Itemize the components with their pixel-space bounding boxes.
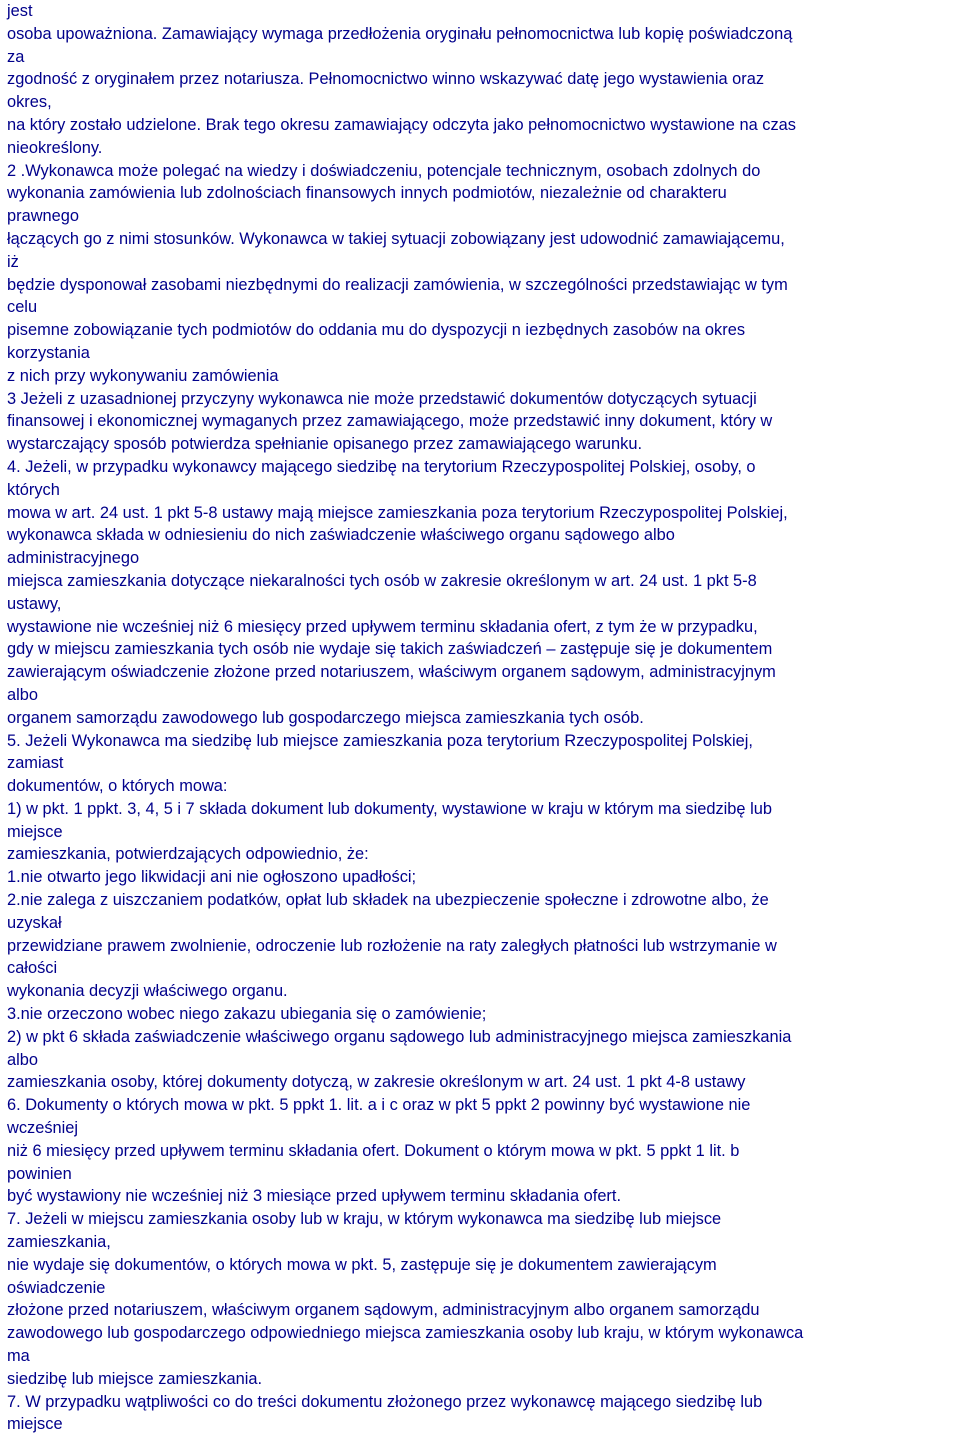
document-line: których [7,480,60,499]
document-line: całości [7,959,58,978]
document-line: przewidziane prawem zwolnienie, odroczenie lub rozłożenie na raty zaległych płatności lub wstrzymanie w [7,936,777,955]
document-line: zamieszkania, potwierdzających odpowiednio, że: [7,845,369,864]
document-line: 2.nie zalega z uiszczaniem podatków, opłat lub składek na ubezpieczenie społeczne i zdrowotne albo, że [7,891,769,910]
document-line: być wystawiony nie wcześniej niż 3 miesiące przed upływem terminu składania ofert. [7,1187,622,1206]
document-line: wystawione nie wcześniej niż 6 miesięcy przed upływem terminu składania ofert, z tym że w przypadku, [7,617,758,636]
document-line: złożone przed notariuszem, właściwym organem sądowym, administracyjnym albo organem samorządu [7,1301,760,1320]
document-line: zamiast [7,754,64,773]
document-line: albo [7,1050,38,1069]
document-line: będzie dysponował zasobami niezbędnymi do realizacji zamówienia, w szczególności przedstawiając w tym [7,275,788,294]
document-line: wykonania decyzji właściwego organu. [7,982,288,1001]
document-line: celu [7,298,38,317]
document-line: ustawy, [7,594,62,613]
document-line: administracyjnego [7,549,140,568]
document-line: wykonania zamówienia lub zdolnościach finansowych innych podmiotów, niezależnie od charakteru [7,184,727,203]
document-line: wystarczający sposób potwierdza spełnianie opisanego przez zamawiającego warunku. [7,435,643,454]
document-line: dokumentów, o których mowa: [7,777,228,796]
document-line: miejsce [7,822,63,841]
document-line: jest [7,2,33,20]
document-line: 4. Jeżeli, w przypadku wykonawcy mającego siedzibę na terytorium Rzeczypospolitej Polskiej, osoby, o [7,457,756,476]
document-line: 2) w pkt 6 składa zaświadczenie właściwego organu sądowego lub administracyjnego miejsca zamieszkania [7,1027,792,1046]
document-line: 1.nie otwarto jego likwidacji ani nie ogłoszono upadłości; [7,868,417,887]
document-line: zawodowego lub gospodarczego odpowiedniego miejsca zamieszkania osoby lub kraju, w którym wykonawca [7,1324,804,1343]
document-line: prawnego [7,207,79,226]
document-line: powinien [7,1164,72,1183]
document-line: za [7,47,25,66]
document-line: ma [7,1347,30,1366]
document-line: okres, [7,93,52,112]
document-line: mowa w art. 24 ust. 1 pkt 5-8 ustawy mają miejsce zamieszkania poza terytorium Rzeczypospolitej Polskiej, [7,503,788,522]
document-line: 7. Jeżeli w miejscu zamieszkania osoby lub w kraju, w którym wykonawca ma siedzibę lub miejsce [7,1210,722,1229]
document-line: nieokreślony. [7,138,103,157]
document-line: uzyskał [7,913,62,932]
document-line: 6. Dokumenty o których mowa w pkt. 5 ppkt 1. lit. a i c oraz w pkt 5 ppkt 2 powinny być wystawione nie [7,1096,751,1115]
document-line: zgodność z oryginałem przez notariusza. Pełnomocnictwo winno wskazywać datę jego wystawienia oraz [7,70,765,89]
document-line: nie wydaje się dokumentów, o których mowa w pkt. 5, zastępuje się je dokumentem zawierającym [7,1255,717,1274]
document-line: albo [7,685,38,704]
document-line: 3.nie orzeczono wobec niego zakazu ubiegania się o zamówienie; [7,1005,487,1024]
document-line: 5. Jeżeli Wykonawca ma siedzibę lub miejsce zamieszkania poza terytorium Rzeczypospolitej Polskiej, [7,731,753,750]
document-line: oświadczenie [7,1278,106,1297]
document-line: zawierającym oświadczenie złożone przed notariuszem, właściwym organem sądowym, administracyjnym [7,663,776,682]
document-line: łączących go z nimi stosunków. Wykonawca w takiej sytuacji zobowiązany jest udowodnić zamawiającemu, [7,229,785,248]
document-line: gdy w miejscu zamieszkania tych osób nie wydaje się takich zaświadczeń – zastępuje się je dokumentem [7,640,773,659]
document-line: 2 .Wykonawca może polegać na wiedzy i doświadczeniu, potencjale technicznym, osobach zdolnych do [7,161,761,180]
document-line: na który zostało udzielone. Brak tego okresu zamawiający odczyta jako pełnomocnictwo wystawione na czas [7,115,796,134]
document-line: osoba upoważniona. Zamawiający wymaga przedłożenia oryginału pełnomocnictwa lub kopię poświadczoną [7,24,793,43]
document-line: 3 Jeżeli z uzasadnionej przyczyny wykonawca nie może przedstawić dokumentów dotyczących sytuacji [7,389,757,408]
document-line: organem samorządu zawodowego lub gospodarczego miejsca zamieszkania tych osób. [7,708,644,727]
document-line: 1) w pkt. 1 ppkt. 3, 4, 5 i 7 składa dokument lub dokumenty, wystawione w kraju w którym ma siedzibę lub [7,799,772,818]
document-line: miejsca zamieszkania dotyczące niekaralności tych osób w zakresie określonym w art. 24 ust. 1 pkt 5-8 [7,571,757,590]
document-line: zamieszkania, [7,1233,111,1252]
document-line: iż [7,252,19,271]
document-line: pisemne zobowiązanie tych podmiotów do oddania mu do dyspozycji n iezbędnych zasobów na okres [7,321,746,340]
document-line: 7. W przypadku wątpliwości co do treści dokumentu złożonego przez wykonawcę mającego siedzibę lub [7,1392,763,1411]
document-line: siedzibę lub miejsce zamieszkania. [7,1369,263,1388]
document-line: miejsce [7,1415,63,1434]
document-line: wcześniej [7,1119,79,1138]
document-line: finansowej i ekonomicznej wymaganych przez zamawiającego, może przedstawić inny dokument, który w [7,412,773,431]
document-line: korzystania [7,343,90,362]
document-line: zamieszkania osoby, której dokumenty dotyczą, w zakresie określonym w art. 24 ust. 1 pkt 4-8 ustawy [7,1073,746,1092]
document-line: niż 6 miesięcy przed upływem terminu składania ofert. Dokument o którym mowa w pkt. 5 ppkt 1 lit. b [7,1141,740,1160]
document-line: z nich przy wykonywaniu zamówienia [7,366,279,385]
document-line: wykonawca składa w odniesieniu do nich zaświadczenie właściwego organu sądowego albo [7,526,675,545]
